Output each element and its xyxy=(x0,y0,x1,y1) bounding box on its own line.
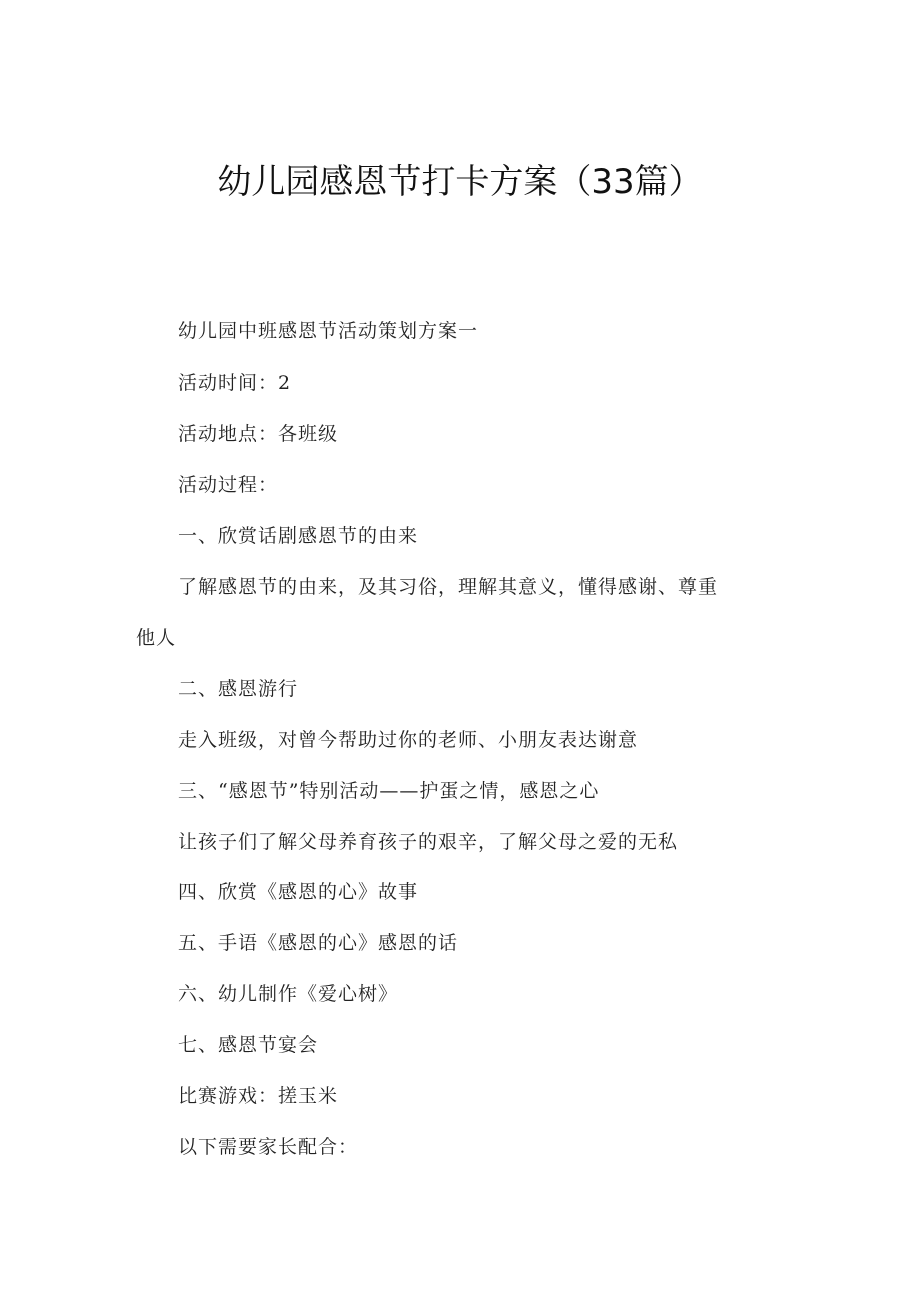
paragraph: 活动地点：各班级 xyxy=(178,423,339,445)
paragraph: 二、感恩游行 xyxy=(178,678,299,700)
paragraph: 让孩子们了解父母养育孩子的艰辛，了解父母之爱的无私 xyxy=(178,831,679,853)
paragraph-continuation: 他人 xyxy=(136,627,177,649)
paragraph: 以下需要家长配合： xyxy=(178,1136,359,1158)
paragraph: 幼儿园中班感恩节活动策划方案一 xyxy=(178,320,479,342)
paragraph: 走入班级，对曾今帮助过你的老师、小朋友表达谢意 xyxy=(178,729,639,751)
paragraph: 了解感恩节的由来，及其习俗，理解其意义，懂得感谢、尊重 xyxy=(178,576,719,598)
paragraph: 活动过程： xyxy=(178,474,279,496)
paragraph: 六、幼儿制作《爱心树》 xyxy=(178,983,399,1005)
paragraph: 活动时间：2 xyxy=(178,372,292,394)
paragraph: 一、欣赏话剧感恩节的由来 xyxy=(178,525,419,547)
document-title: 幼儿园感恩节打卡方案（33篇） xyxy=(217,162,703,202)
paragraph: 五、手语《感恩的心》感恩的话 xyxy=(178,932,459,954)
paragraph: 四、欣赏《感恩的心》故事 xyxy=(178,881,419,903)
paragraph: 七、感恩节宴会 xyxy=(178,1034,319,1056)
paragraph: 比赛游戏：搓玉米 xyxy=(178,1085,339,1107)
paragraph: 三、“感恩节”特别活动——护蛋之情，感恩之心 xyxy=(178,780,600,802)
